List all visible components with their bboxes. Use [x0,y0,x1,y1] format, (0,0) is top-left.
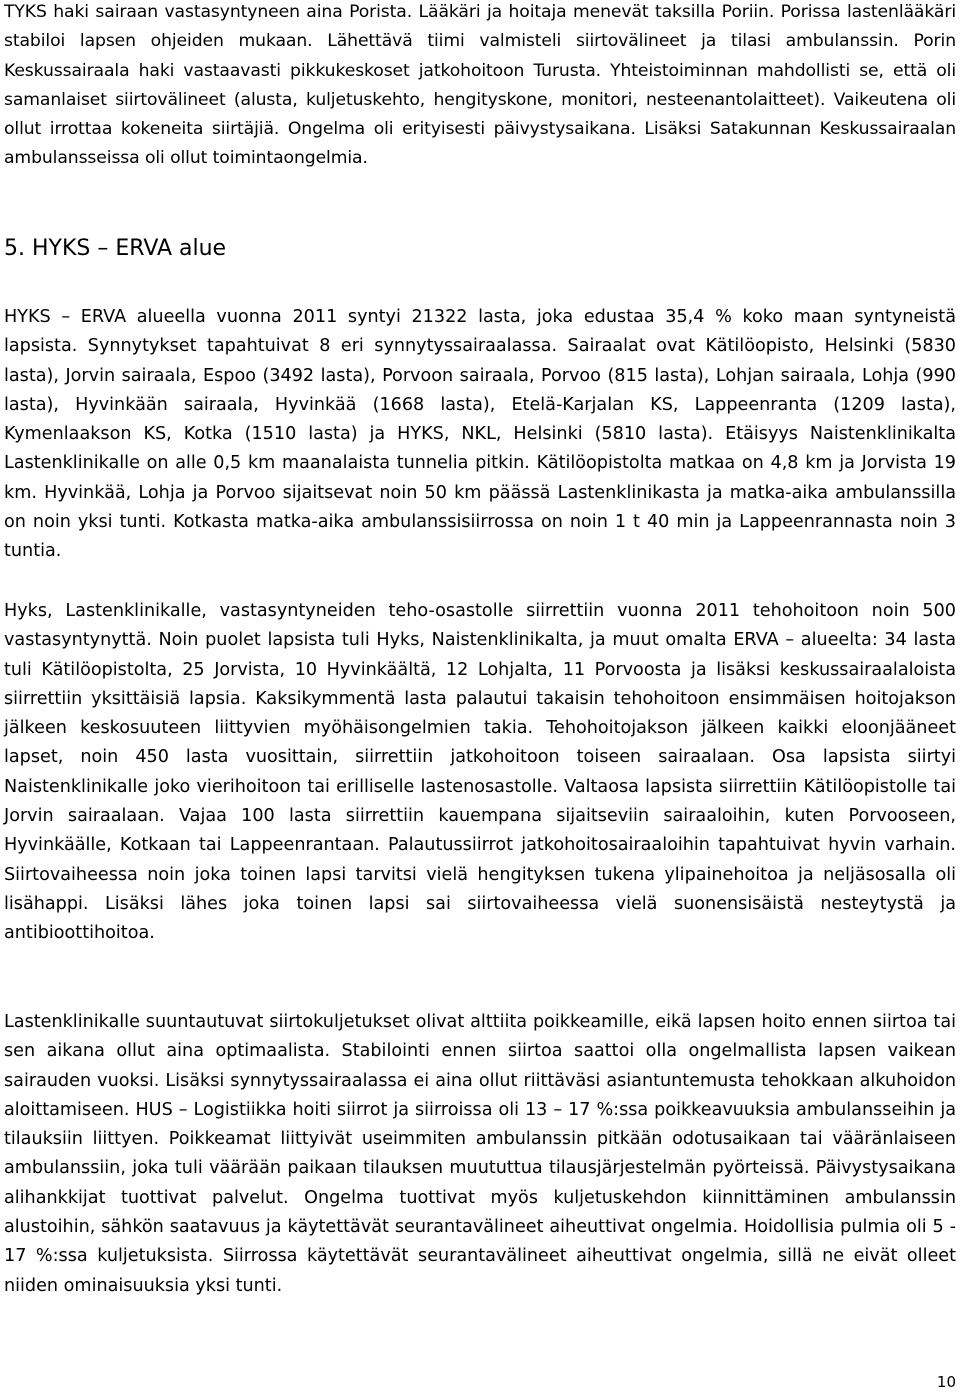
section-heading: 5. HYKS – ERVA alue [4,236,227,261]
body-paragraph-3: Lastenklinikalle suuntautuvat siirtokuljetukset olivat alttiita poikkeamille, eikä lapsen hoito ennen siirtoa tai sen aikana ollut aina optimaalista. Stabilointi ennen siirtoa saattoi olla ongelmallista lapsen vaikean sairauden vuoksi. Lisäksi synnytyssairaalassa ei aina ollut riittäväsi asiantuntemusta tehokkaan alkuhoidon aloittamiseen. HUS – Logistiikka hoiti siirrot ja siirroissa oli 13 – 17 %:ssa poikkeavuuksia ambulansseihin ja tilauksiin liittyen. Poikkeamat liittyivät useimmiten ambulanssin pitkään odotusaikaan tai vääränlaiseen ambulanssiin, joka tuli väärään paikaan tilauksen muututtua tilausjärjestelmän pyörteissä. Päivystysaikana alihankkijat tuottivat palvelut. Ongelma tuottivat myös kuljetuskehdon kiinnittäminen ambulanssin alustoihin, sähkön saatavuus ja käytettävät seurantavälineet aiheuttivat ongelmia. Hoidollisia pulmia oli 5 - 17 %:ssa kuljetuksista. Siirrossa käytettävät seurantavälineet aiheuttivat ongelmia, sillä ne eivät olleet niiden ominaisuuksia yksi tunti. [4,1012,956,1296]
body-paragraph-1: HYKS – ERVA alueella vuonna 2011 syntyi 21322 lasta, joka edustaa 35,4 % koko maan syntyneistä lapsista. Synnytykset tapahtuivat 8 eri synnytyssairaalassa. Sairaalat ovat Kätilöopisto, Helsinki (5830 lasta), Jorvin sairaala, Espoo (3492 lasta), Porvoon sairaala, Porvoo (815 lasta), Lohjan sairaala, Lohja (990 lasta), Hyvinkään sairaala, Hyvinkää (1668 lasta), Etelä-Karjalan KS, Lappeenranta (1209 lasta), Kymenlaakson KS, Kotka (1510 lasta) ja HYKS, NKL, Helsinki (5810 lasta). Etäisyys Naistenklinikalta Lastenklinikalle on alle 0,5 km maanalaista tunnelia pitkin. Kätilöopistolta matkaa on 4,8 km ja Jorvista 19 km. Hyvinkää, Lohja ja Porvoo sijaitsevat noin 50 km päässä Lastenklinikasta ja matka-aika ambulanssilla on noin yksi tunti. Kotkasta matka-aika ambulanssisiirrossa on noin 1 t 40 min ja Lappeenrannasta noin 3 tuntia. [4,307,956,562]
page-number: 10 [936,1373,956,1391]
intro-paragraph: TYKS haki sairaan vastasyntyneen aina Porista. Lääkäri ja hoitaja menevät taksilla Poriin. Porissa lastenlääkäri stabiloi lapsen ohjeiden mukaan. Lähettävä tiimi valmisteli siirtovälineet ja tilasi ambulanssin. Porin Keskussairaala haki vastaavasti pikkukeskoset jatkohoitoon Turusta. Yhteistoiminnan mahdollisti se, että oli samanlaiset siirtovälineet (alusta, kuljetuskehto, hengityskone, monitori, nesteenantolaitteet). Vaikeutena oli ollut irrottaa kokeneita siirtäjiä. Ongelma oli erityisesti päivystysaikana. Lisäksi Satakunnan Keskussairaalan ambulansseissa oli ollut toimintaongelmia. [4,2,956,169]
body-paragraph-2: Hyks, Lastenklinikalle, vastasyntyneiden teho-osastolle siirrettiin vuonna 2011 tehohoitoon noin 500 vastasyntynyttä. Noin puolet lapsista tuli Hyks, Naistenklinikalta, ja muut omalta ERVA – alueelta: 34 lasta tuli Kätilöopistolta, 25 Jorvista, 10 Hyvinkäältä, 12 Lohjalta, 11 Porvoosta ja lisäksi keskussairaalaloista siirrettiin yksittäisiä lapsia. Kaksikymmentä lasta palautui takaisin tehohoitoon ensimmäisen hoitojakson jälkeen keskosuuteen liittyvien myöhäisongelmien takia. Tehohoitojakson jälkeen kaikki eloonjääneet lapset, noin 450 lasta vuosittain, siirrettiin jatkohoitoon toiseen sairaalaan. Osa lapsista siirtyi Naistenklinikalle joko vierihoitoon tai erilliselle lastenosastolle. Valtaosa lapsista siirrettiin Kätilöopistolle tai Jorvin sairaalaan. Vajaa 100 lasta siirrettiin kauempana sijaitseviin sairaaloihin, kuten Porvooseen, Hyvinkäälle, Kotkaan tai Lappeenrantaan. Palautussiirrot jatkohoitosairaaloihin tapahtuivat hyvin varhain. Siirtovaiheessa noin joka toinen lapsi tarvitsi vielä hengityksen tukena ylipainehoitoa ja neljäsosalla oli lisähappi. Lisäksi lähes joka toinen lapsi sai siirtovaiheessa vielä suonensisäistä nesteytystä ja antibioottihoitoa. [4,601,956,944]
